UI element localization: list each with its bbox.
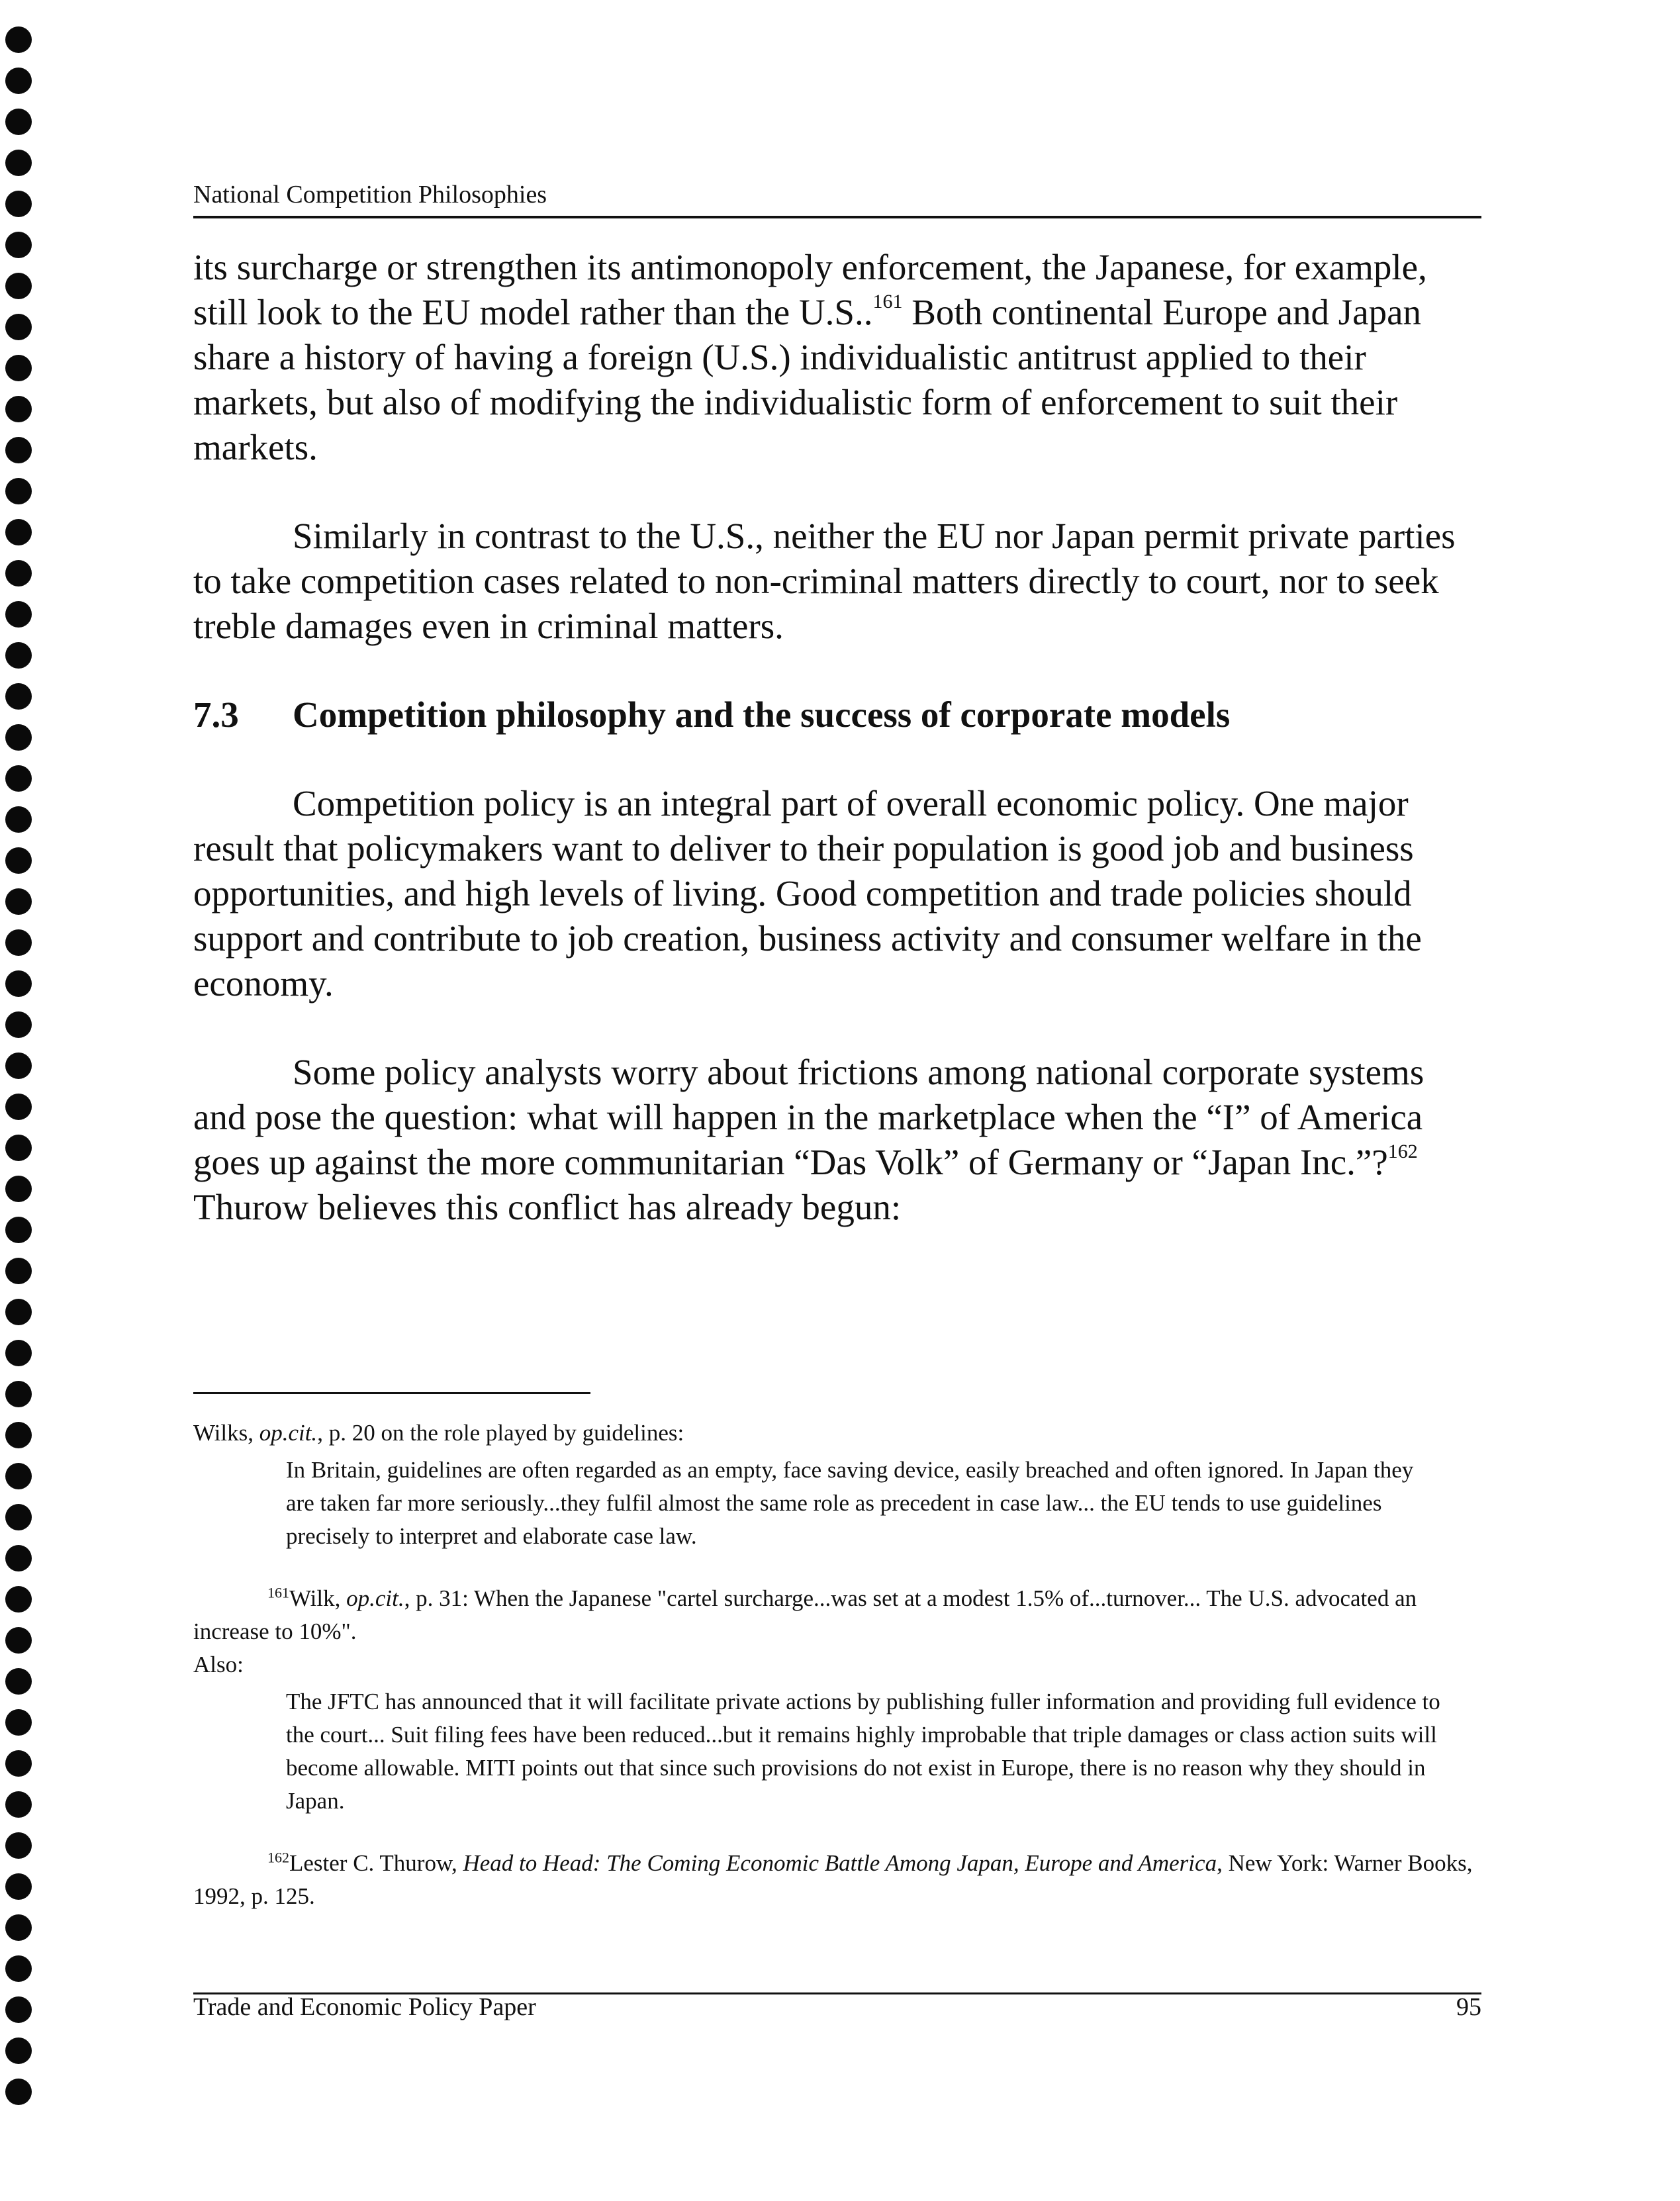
hole [5,1176,32,1202]
hole [5,26,32,53]
hole [5,519,32,545]
hole [5,2079,32,2105]
hole [5,1996,32,2023]
footer-series: Trade and Economic Policy Paper [193,1993,536,2021]
hole [5,1340,32,1366]
hole [5,1832,32,1859]
hole [5,1504,32,1530]
hole [5,765,32,792]
hole [5,355,32,381]
hole [5,1217,32,1243]
section-title: Competition philosophy and the success of corporate models [293,694,1231,735]
footnote-161: $^{161}$Wilk, op.cit., p. 31: When the Japanese "cartel surcharge...was set at a modest 1.5% of...turnover... The U.S. advocated an increase to 10%". [193,1584,1417,1644]
hole [5,109,32,135]
hole [5,601,32,628]
paragraph: its surcharge or strengthen its antimonopoly enforcement, the Japanese, for example, still look to the EU model rather than the U.S..$^{161}$ Both continental Europe and Japan share a history of having a foreign (U.S.) individualistic antitrust applied to their markets, but also of modifying the individualistic form of enforcement to suit their markets. [193,247,1427,467]
page-number: 95 [1456,1993,1481,2021]
hole [5,150,32,176]
hole [5,1586,32,1613]
hole [5,1463,32,1489]
hole [5,888,32,915]
hole [5,191,32,217]
hole [5,1545,32,1571]
hole [5,1668,32,1695]
footnotes [193,1417,1481,1913]
hole [5,1381,32,1407]
hole [5,1135,32,1161]
hole [5,1258,32,1284]
hole [5,1709,32,1736]
footnote-continuation: Wilks, op.cit., p. 20 on the role played by guidelines: [193,1420,684,1446]
hole [5,68,32,94]
paragraph: Competition policy is an integral part of overall economic policy. One major result that policymakers want to deliver to their population is good job and business opportunities, and high levels of living. Good competition and trade policies should support and contribute to job creation, business activity and consumer welfare in the economy. [193,783,1422,1004]
hole [5,847,32,874]
hole [5,273,32,299]
hole [5,314,32,340]
hole [5,560,32,586]
footnote-ref[interactable]: 162 [1387,1140,1418,1162]
punch-holes [5,26,38,2120]
section-heading [193,692,1481,737]
running-header: National Competition Philosophies [193,181,547,209]
hole [5,437,32,463]
footnote-ref[interactable]: 161 [872,290,903,312]
hole [5,1053,32,1079]
hole [5,478,32,504]
hole [5,1914,32,1941]
hole [5,1422,32,1448]
hole [5,929,32,956]
hole [5,724,32,751]
hole [5,1627,32,1654]
hole [5,642,32,669]
hole [5,1791,32,1818]
footnote-also: Also: [193,1652,244,1677]
hole [5,2037,32,2064]
paragraph: Some policy analysts worry about frictions among national corporate systems and pose the question: what will happen in the marketplace when the “I” of America goes up against the more communitarian “Das Volk” of Germany or “Japan Inc.”?$^{162}$ Thurow believes this conflict has already begun: [193,1052,1424,1227]
block-quote: In Britain, guidelines are often regarded as an empty, face saving device, easily breached and often ignored. In Japan they are taken far more seriously...they fulfil almost the same role as precedent in case law... the EU tends to use guidelines precisely to interpret and elaborate case law. [286,1457,1414,1549]
footnote-162: $^{162}$Lester C. Thurow, Head to Head: The Coming Economic Battle Among Japan, Europe and America, New York: Warner Books, 1992, p. 125. [193,1849,1473,1909]
body-text [193,245,1481,1274]
hole [5,1873,32,1900]
hole [5,396,32,422]
hole [5,683,32,710]
hole [5,806,32,833]
block-quote: The JFTC has announced that it will facilitate private actions by publishing fuller information and providing full evidence to the court... Suit filing fees have been reduced...but it remains highly improbable that triple damages or class action suits will become allowable. MITI points out that since such provisions do not exist in Europe, there is no reason why they should in Japan. [286,1689,1440,1814]
hole [5,1299,32,1325]
paragraph: Similarly in contrast to the U.S., neither the EU nor Japan permit private parties to take competition cases related to non-criminal matters directly to court, nor to seek treble damages even in criminal matters. [193,516,1456,646]
footnote-rule [193,1392,590,1394]
hole [5,1750,32,1777]
section-number: 7.3 [193,694,239,735]
hole [5,1011,32,1038]
hole [5,1094,32,1120]
hole [5,970,32,997]
hole [5,1955,32,1982]
hole [5,232,32,258]
header-rule [193,216,1481,218]
